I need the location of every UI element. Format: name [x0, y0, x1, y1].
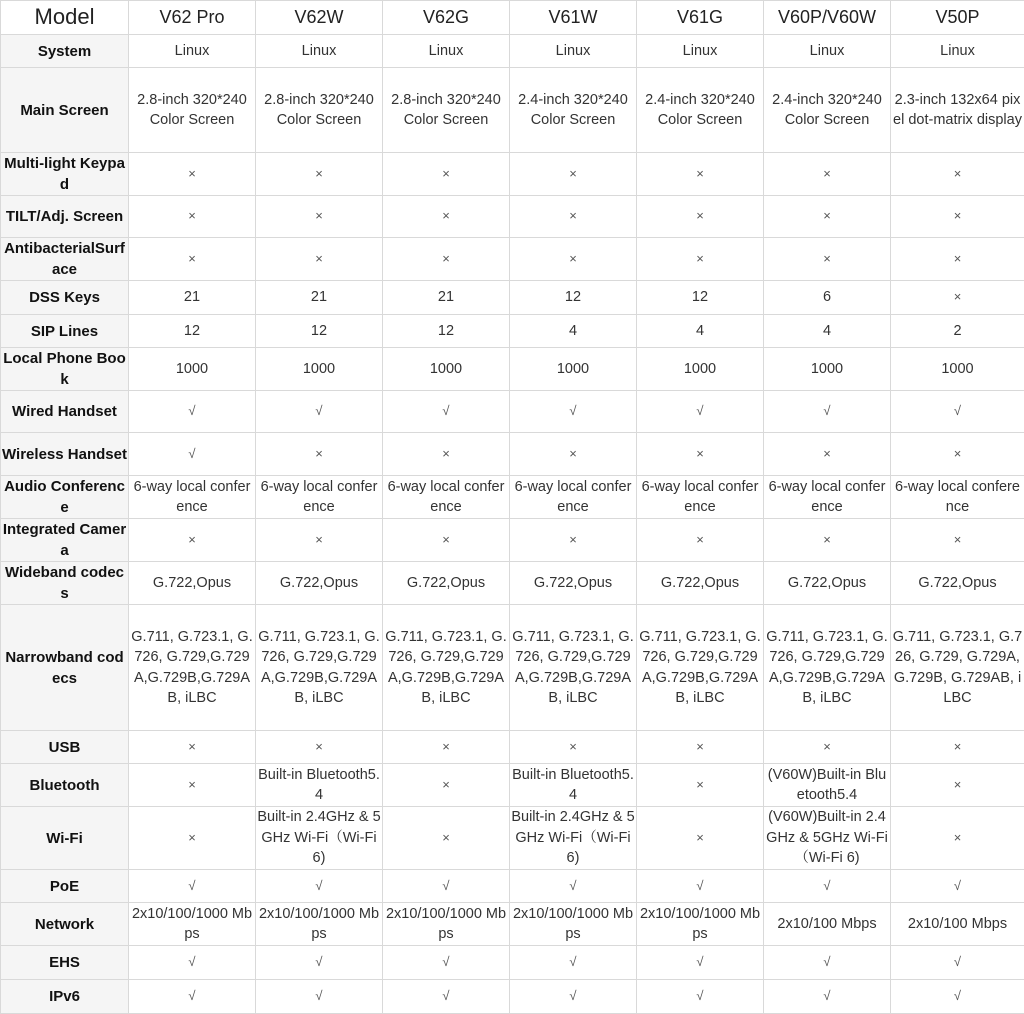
- spec-cell: 2x10/100 Mbps: [891, 903, 1024, 946]
- spec-cell: 2x10/100 Mbps: [764, 903, 891, 946]
- spec-cell: ×: [891, 433, 1024, 476]
- spec-cell: ×: [383, 764, 510, 807]
- spec-cell: Built-in Bluetooth5.4: [510, 764, 637, 807]
- spec-cell: 2x10/100/1000 Mbps: [510, 903, 637, 946]
- spec-cell: ×: [764, 519, 891, 562]
- spec-row-bluetooth: [1, 764, 1024, 807]
- spec-cell: √: [256, 870, 383, 903]
- column-header-v62w: V62W: [256, 1, 383, 35]
- spec-cell: 2.8-inch 320*240 Color Screen: [129, 68, 256, 153]
- column-header-v61w: V61W: [510, 1, 637, 35]
- spec-cell: ×: [764, 731, 891, 764]
- spec-cell: G.722,Opus: [510, 562, 637, 605]
- spec-cell: 2.4-inch 320*240 Color Screen: [637, 68, 764, 153]
- spec-cell: ×: [129, 153, 256, 196]
- spec-row-sip-lines: [1, 315, 1024, 348]
- spec-cell: √: [256, 980, 383, 1014]
- spec-cell: 2x10/100/1000 Mbps: [256, 903, 383, 946]
- spec-cell: ×: [637, 196, 764, 238]
- spec-cell: ×: [129, 519, 256, 562]
- row-label: System: [1, 35, 129, 68]
- spec-row-wi-fi: [1, 807, 1024, 870]
- spec-cell: G.722,Opus: [891, 562, 1024, 605]
- spec-cell: √: [383, 870, 510, 903]
- spec-cell: 4: [764, 315, 891, 348]
- spec-cell: √: [637, 980, 764, 1014]
- spec-cell: G.722,Opus: [256, 562, 383, 605]
- row-label: DSS Keys: [1, 281, 129, 315]
- spec-cell: 1000: [383, 348, 510, 391]
- spec-cell: ×: [383, 238, 510, 281]
- spec-row-local-phone-book: [1, 348, 1024, 391]
- spec-cell: ×: [891, 196, 1024, 238]
- spec-cell: 6-way local conference: [891, 476, 1024, 519]
- row-label: Wideband codecs: [1, 562, 129, 605]
- spec-cell: 12: [510, 281, 637, 315]
- spec-cell: ×: [129, 238, 256, 281]
- spec-cell: ×: [383, 433, 510, 476]
- spec-row-tilt-adj-screen: [1, 196, 1024, 238]
- spec-cell: 12: [383, 315, 510, 348]
- spec-cell: G.722,Opus: [383, 562, 510, 605]
- spec-cell: √: [510, 980, 637, 1014]
- spec-cell: G.711, G.723.1, G.726, G.729,G.729A,G.729B,G.729AB, iLBC: [637, 605, 764, 731]
- row-label: Multi-light Keypad: [1, 153, 129, 196]
- spec-cell: ×: [637, 807, 764, 870]
- spec-cell: (V60W)Built-in Bluetooth5.4: [764, 764, 891, 807]
- spec-cell: ×: [891, 153, 1024, 196]
- spec-cell: ×: [256, 519, 383, 562]
- spec-cell: ×: [637, 764, 764, 807]
- row-label: Wired Handset: [1, 391, 129, 433]
- spec-cell: √: [383, 980, 510, 1014]
- spec-cell: ×: [129, 731, 256, 764]
- row-label: Narrowband codecs: [1, 605, 129, 731]
- spec-cell: 2.3-inch 132x64 pixel dot-matrix display: [891, 68, 1024, 153]
- spec-cell: ×: [383, 519, 510, 562]
- spec-cell: ×: [256, 238, 383, 281]
- spec-cell: 1000: [510, 348, 637, 391]
- row-label: Wi-Fi: [1, 807, 129, 870]
- spec-cell: √: [891, 946, 1024, 980]
- spec-cell: √: [891, 870, 1024, 903]
- spec-cell: √: [256, 946, 383, 980]
- spec-cell: √: [637, 946, 764, 980]
- spec-cell: ×: [129, 807, 256, 870]
- spec-cell: ×: [764, 238, 891, 281]
- row-label: EHS: [1, 946, 129, 980]
- spec-cell: √: [129, 946, 256, 980]
- spec-cell: √: [891, 391, 1024, 433]
- spec-cell: ×: [891, 519, 1024, 562]
- spec-cell: ×: [510, 519, 637, 562]
- column-header-v61g: V61G: [637, 1, 764, 35]
- spec-cell: ×: [383, 153, 510, 196]
- spec-cell: 1000: [891, 348, 1024, 391]
- spec-row-main-screen: [1, 68, 1024, 153]
- spec-cell: G.711, G.723.1, G.726, G.729,G.729A,G.729B,G.729AB, iLBC: [383, 605, 510, 731]
- spec-cell: G.711, G.723.1, G.726, G.729,G.729A,G.729B,G.729AB, iLBC: [256, 605, 383, 731]
- spec-cell: 1000: [637, 348, 764, 391]
- spec-cell: ×: [891, 731, 1024, 764]
- column-header-v62g: V62G: [383, 1, 510, 35]
- spec-cell: ×: [383, 731, 510, 764]
- spec-cell: √: [383, 946, 510, 980]
- spec-cell: 6-way local conference: [510, 476, 637, 519]
- spec-cell: √: [383, 391, 510, 433]
- spec-cell: ×: [637, 519, 764, 562]
- spec-cell: 12: [637, 281, 764, 315]
- spec-cell: 6-way local conference: [129, 476, 256, 519]
- spec-cell: √: [129, 433, 256, 476]
- spec-cell: 21: [256, 281, 383, 315]
- row-label: SIP Lines: [1, 315, 129, 348]
- spec-cell: 4: [510, 315, 637, 348]
- spec-row-poe: [1, 870, 1024, 903]
- spec-cell: ×: [256, 433, 383, 476]
- spec-cell: ×: [764, 153, 891, 196]
- row-label: PoE: [1, 870, 129, 903]
- spec-cell: √: [764, 946, 891, 980]
- spec-cell: 1000: [764, 348, 891, 391]
- spec-cell: √: [764, 870, 891, 903]
- row-label: IPv6: [1, 980, 129, 1014]
- spec-cell: Linux: [383, 35, 510, 68]
- spec-row-audio-conference: [1, 476, 1024, 519]
- row-label: TILT/Adj. Screen: [1, 196, 129, 238]
- spec-cell: ×: [764, 433, 891, 476]
- spec-cell: G.711, G.723.1, G.726, G.729,G.729A,G.729B,G.729AB, iLBC: [510, 605, 637, 731]
- spec-cell: ×: [510, 238, 637, 281]
- spec-cell: Built-in 2.4GHz & 5GHz Wi-Fi（Wi-Fi 6): [510, 807, 637, 870]
- row-label: AntibacterialSurface: [1, 238, 129, 281]
- spec-cell: ×: [637, 731, 764, 764]
- spec-cell: 6-way local conference: [764, 476, 891, 519]
- spec-cell: (V60W)Built-in 2.4GHz & 5GHz Wi-Fi（Wi-Fi 6): [764, 807, 891, 870]
- spec-cell: Linux: [637, 35, 764, 68]
- spec-row-multi-light-keypad: [1, 153, 1024, 196]
- spec-cell: √: [637, 870, 764, 903]
- spec-cell: Built-in Bluetooth5.4: [256, 764, 383, 807]
- spec-cell: G.722,Opus: [764, 562, 891, 605]
- column-header-v62-pro: V62 Pro: [129, 1, 256, 35]
- row-label: Audio Conference: [1, 476, 129, 519]
- spec-cell: ×: [637, 433, 764, 476]
- spec-cell: 2.8-inch 320*240 Color Screen: [383, 68, 510, 153]
- spec-cell: ×: [891, 807, 1024, 870]
- spec-cell: √: [510, 391, 637, 433]
- spec-row-usb: [1, 731, 1024, 764]
- spec-row-narrowband-codecs: [1, 605, 1024, 731]
- spec-cell: ×: [510, 196, 637, 238]
- spec-cell: 12: [129, 315, 256, 348]
- spec-cell: Linux: [764, 35, 891, 68]
- spec-cell: 2.8-inch 320*240 Color Screen: [256, 68, 383, 153]
- row-label: Integrated Camera: [1, 519, 129, 562]
- column-header-v60p-v60w: V60P/V60W: [764, 1, 891, 35]
- row-label: USB: [1, 731, 129, 764]
- spec-row-ipv6: [1, 980, 1024, 1014]
- row-label: Local Phone Book: [1, 348, 129, 391]
- spec-cell: √: [510, 946, 637, 980]
- spec-row-integrated-camera: [1, 519, 1024, 562]
- spec-cell: G.722,Opus: [637, 562, 764, 605]
- column-header-v50p: V50P: [891, 1, 1024, 35]
- spec-cell: ×: [383, 196, 510, 238]
- spec-cell: Linux: [510, 35, 637, 68]
- header-row: [1, 1, 1024, 35]
- spec-cell: √: [637, 391, 764, 433]
- spec-cell: 2x10/100/1000 Mbps: [383, 903, 510, 946]
- spec-row-antibacterialsurface: [1, 238, 1024, 281]
- spec-cell: ×: [510, 153, 637, 196]
- row-label: Wireless Handset: [1, 433, 129, 476]
- spec-row-network: [1, 903, 1024, 946]
- spec-cell: √: [510, 870, 637, 903]
- spec-cell: Linux: [256, 35, 383, 68]
- spec-cell: √: [129, 870, 256, 903]
- spec-cell: 6: [764, 281, 891, 315]
- spec-cell: ×: [510, 731, 637, 764]
- spec-cell: Built-in 2.4GHz & 5GHz Wi-Fi（Wi-Fi 6): [256, 807, 383, 870]
- spec-cell: ×: [256, 731, 383, 764]
- row-label: Bluetooth: [1, 764, 129, 807]
- spec-cell: 1000: [129, 348, 256, 391]
- spec-cell: ×: [510, 433, 637, 476]
- spec-row-dss-keys: [1, 281, 1024, 315]
- spec-cell: √: [764, 980, 891, 1014]
- spec-cell: 6-way local conference: [256, 476, 383, 519]
- spec-cell: 21: [129, 281, 256, 315]
- spec-cell: Linux: [129, 35, 256, 68]
- spec-cell: 2x10/100/1000 Mbps: [129, 903, 256, 946]
- spec-cell: 2.4-inch 320*240 Color Screen: [510, 68, 637, 153]
- spec-cell: 1000: [256, 348, 383, 391]
- spec-row-system: [1, 35, 1024, 68]
- spec-cell: ×: [637, 238, 764, 281]
- spec-cell: ×: [637, 153, 764, 196]
- spec-cell: ×: [891, 764, 1024, 807]
- spec-cell: 2x10/100/1000 Mbps: [637, 903, 764, 946]
- spec-row-ehs: [1, 946, 1024, 980]
- spec-cell: 2: [891, 315, 1024, 348]
- spec-row-wired-handset: [1, 391, 1024, 433]
- spec-cell: ×: [129, 764, 256, 807]
- spec-cell: ×: [383, 807, 510, 870]
- spec-cell: ×: [256, 196, 383, 238]
- spec-cell: √: [129, 980, 256, 1014]
- spec-cell: 6-way local conference: [383, 476, 510, 519]
- spec-cell: √: [256, 391, 383, 433]
- spec-cell: 6-way local conference: [637, 476, 764, 519]
- spec-cell: 21: [383, 281, 510, 315]
- spec-cell: √: [129, 391, 256, 433]
- spec-cell: Linux: [891, 35, 1024, 68]
- spec-cell: √: [764, 391, 891, 433]
- spec-cell: ×: [891, 238, 1024, 281]
- spec-cell: 4: [637, 315, 764, 348]
- row-label: Main Screen: [1, 68, 129, 153]
- spec-cell: ×: [129, 196, 256, 238]
- model-header-cell: Model: [1, 1, 129, 35]
- spec-cell: ×: [764, 196, 891, 238]
- spec-cell: 2.4-inch 320*240 Color Screen: [764, 68, 891, 153]
- spec-cell: G.711, G.723.1, G.726, G.729, G.729A, G.729B, G.729AB, iLBC: [891, 605, 1024, 731]
- spec-row-wireless-handset: [1, 433, 1024, 476]
- spec-cell: ×: [256, 153, 383, 196]
- spec-cell: G.711, G.723.1, G.726, G.729,G.729A,G.729B,G.729AB, iLBC: [129, 605, 256, 731]
- spec-table-body: [1, 35, 1024, 1014]
- spec-cell: 12: [256, 315, 383, 348]
- spec-cell: √: [891, 980, 1024, 1014]
- spec-cell: G.711, G.723.1, G.726, G.729,G.729A,G.729B,G.729AB, iLBC: [764, 605, 891, 731]
- spec-cell: G.722,Opus: [129, 562, 256, 605]
- spec-row-wideband-codecs: [1, 562, 1024, 605]
- spec-cell: ×: [891, 281, 1024, 315]
- row-label: Network: [1, 903, 129, 946]
